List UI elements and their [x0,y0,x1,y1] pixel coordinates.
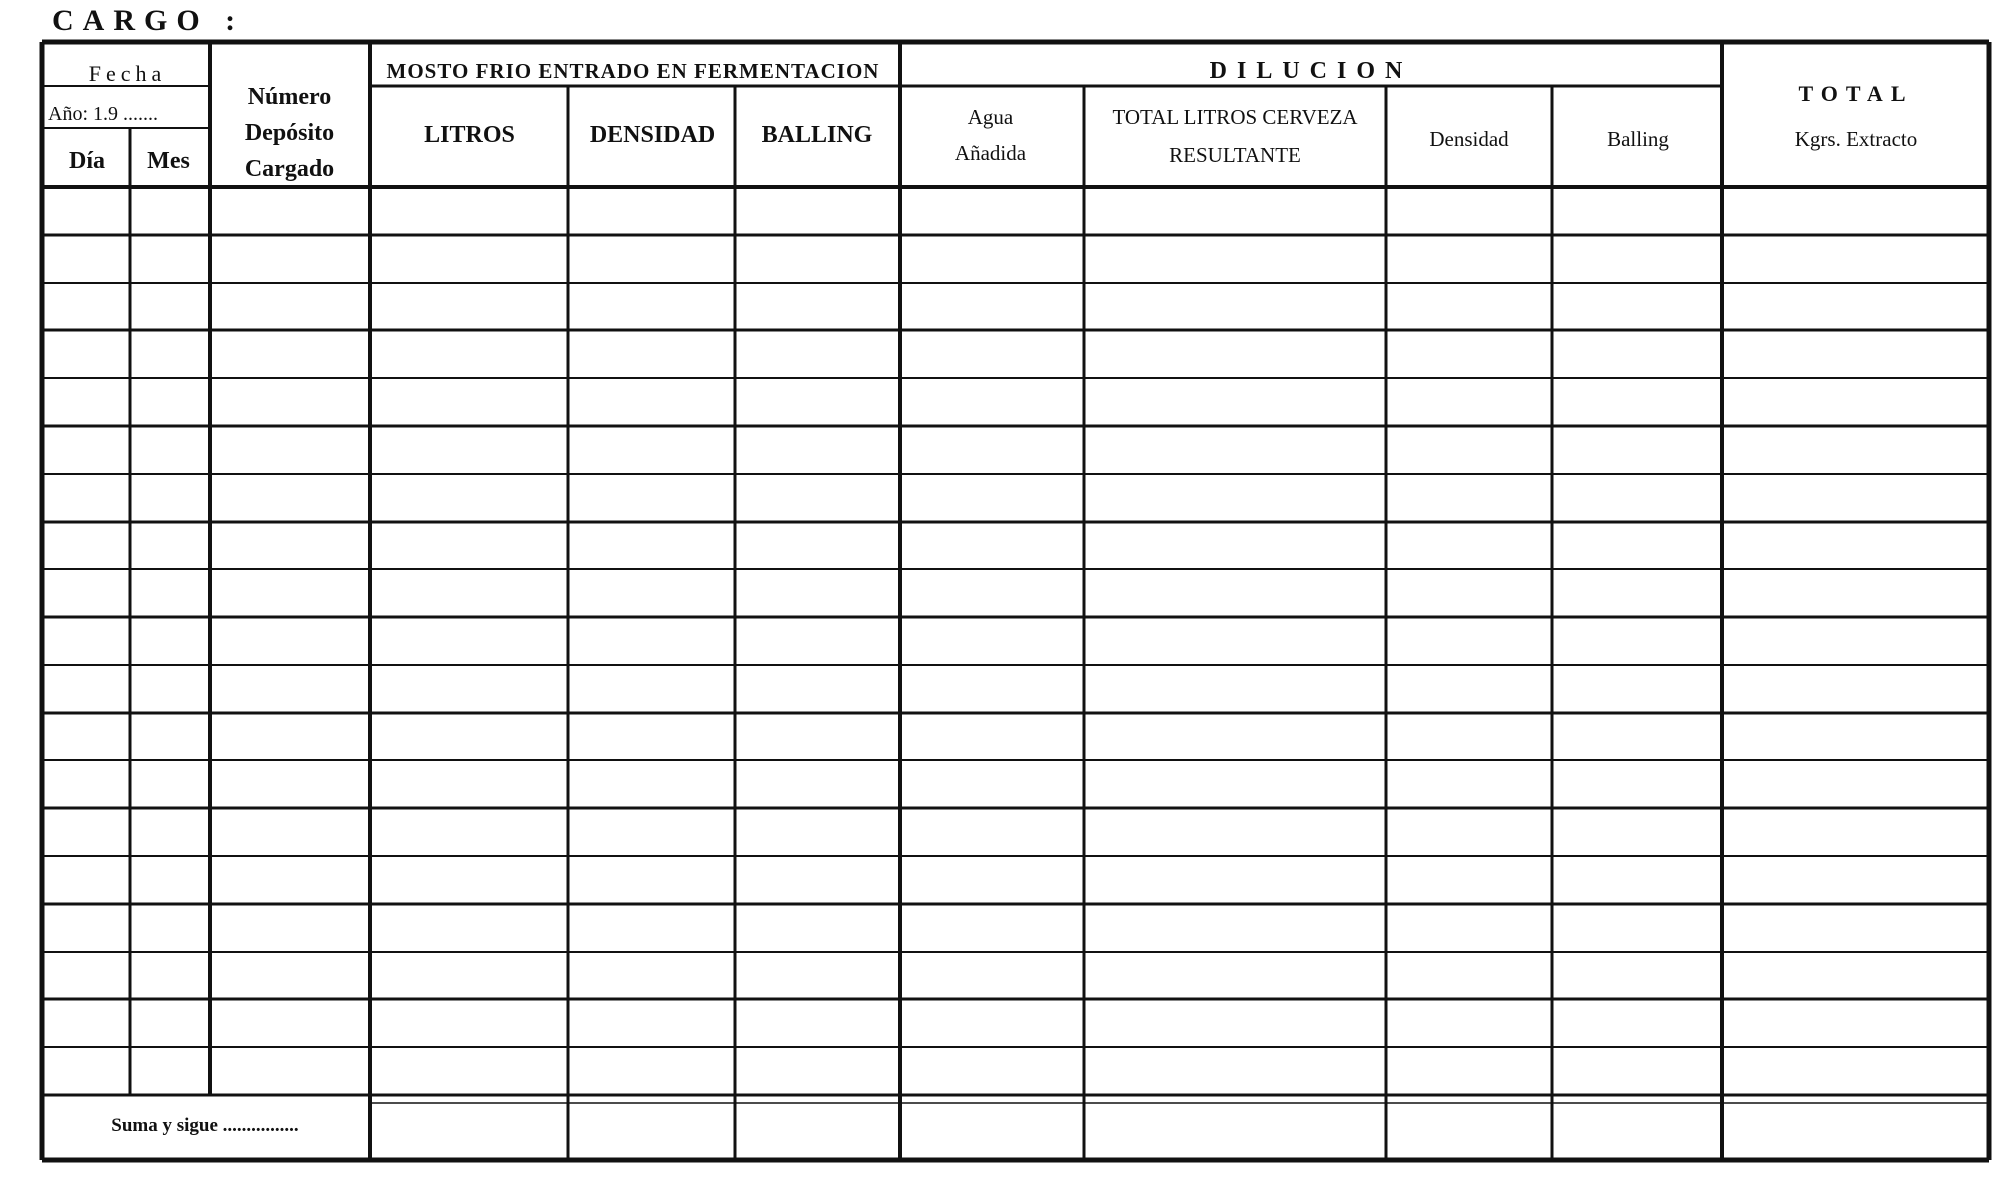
header-anadida: Añadida [954,141,1027,165]
header-balling-upper: BALLING [761,122,873,148]
header-deposito: Depósito [244,120,335,146]
header-total-litros-1: TOTAL LITROS CERVEZA [1112,105,1358,129]
table-grid [42,42,1989,1160]
header-litros: LITROS [424,122,515,148]
header-total: TOTAL [1798,81,1914,106]
header-ano: Año: 1.9 ....... [48,103,158,125]
header-agua: Agua [967,105,1014,129]
header-dilucion-group: DILUCION [1209,58,1413,84]
footer-suma-y-sigue: Suma y sigue ................ [111,1115,299,1136]
header-mosto-group: MOSTO FRIO ENTRADO EN FERMENTACION [386,59,880,83]
header-balling: Balling [1607,127,1669,151]
header-total-litros-2: RESULTANTE [1169,143,1301,167]
header-dia: Día [69,148,105,174]
header-kgrs-extracto: Kgrs. Extracto [1794,127,1918,151]
header-densidad-upper: DENSIDAD [589,122,716,148]
header-cargado: Cargado [244,156,335,182]
header-fecha: Fecha [88,61,167,86]
header-numero: Número [247,84,332,110]
header-mes: Mes [147,148,190,174]
form-title: CARGO : [52,4,245,37]
header-densidad: Densidad [1429,127,1509,151]
